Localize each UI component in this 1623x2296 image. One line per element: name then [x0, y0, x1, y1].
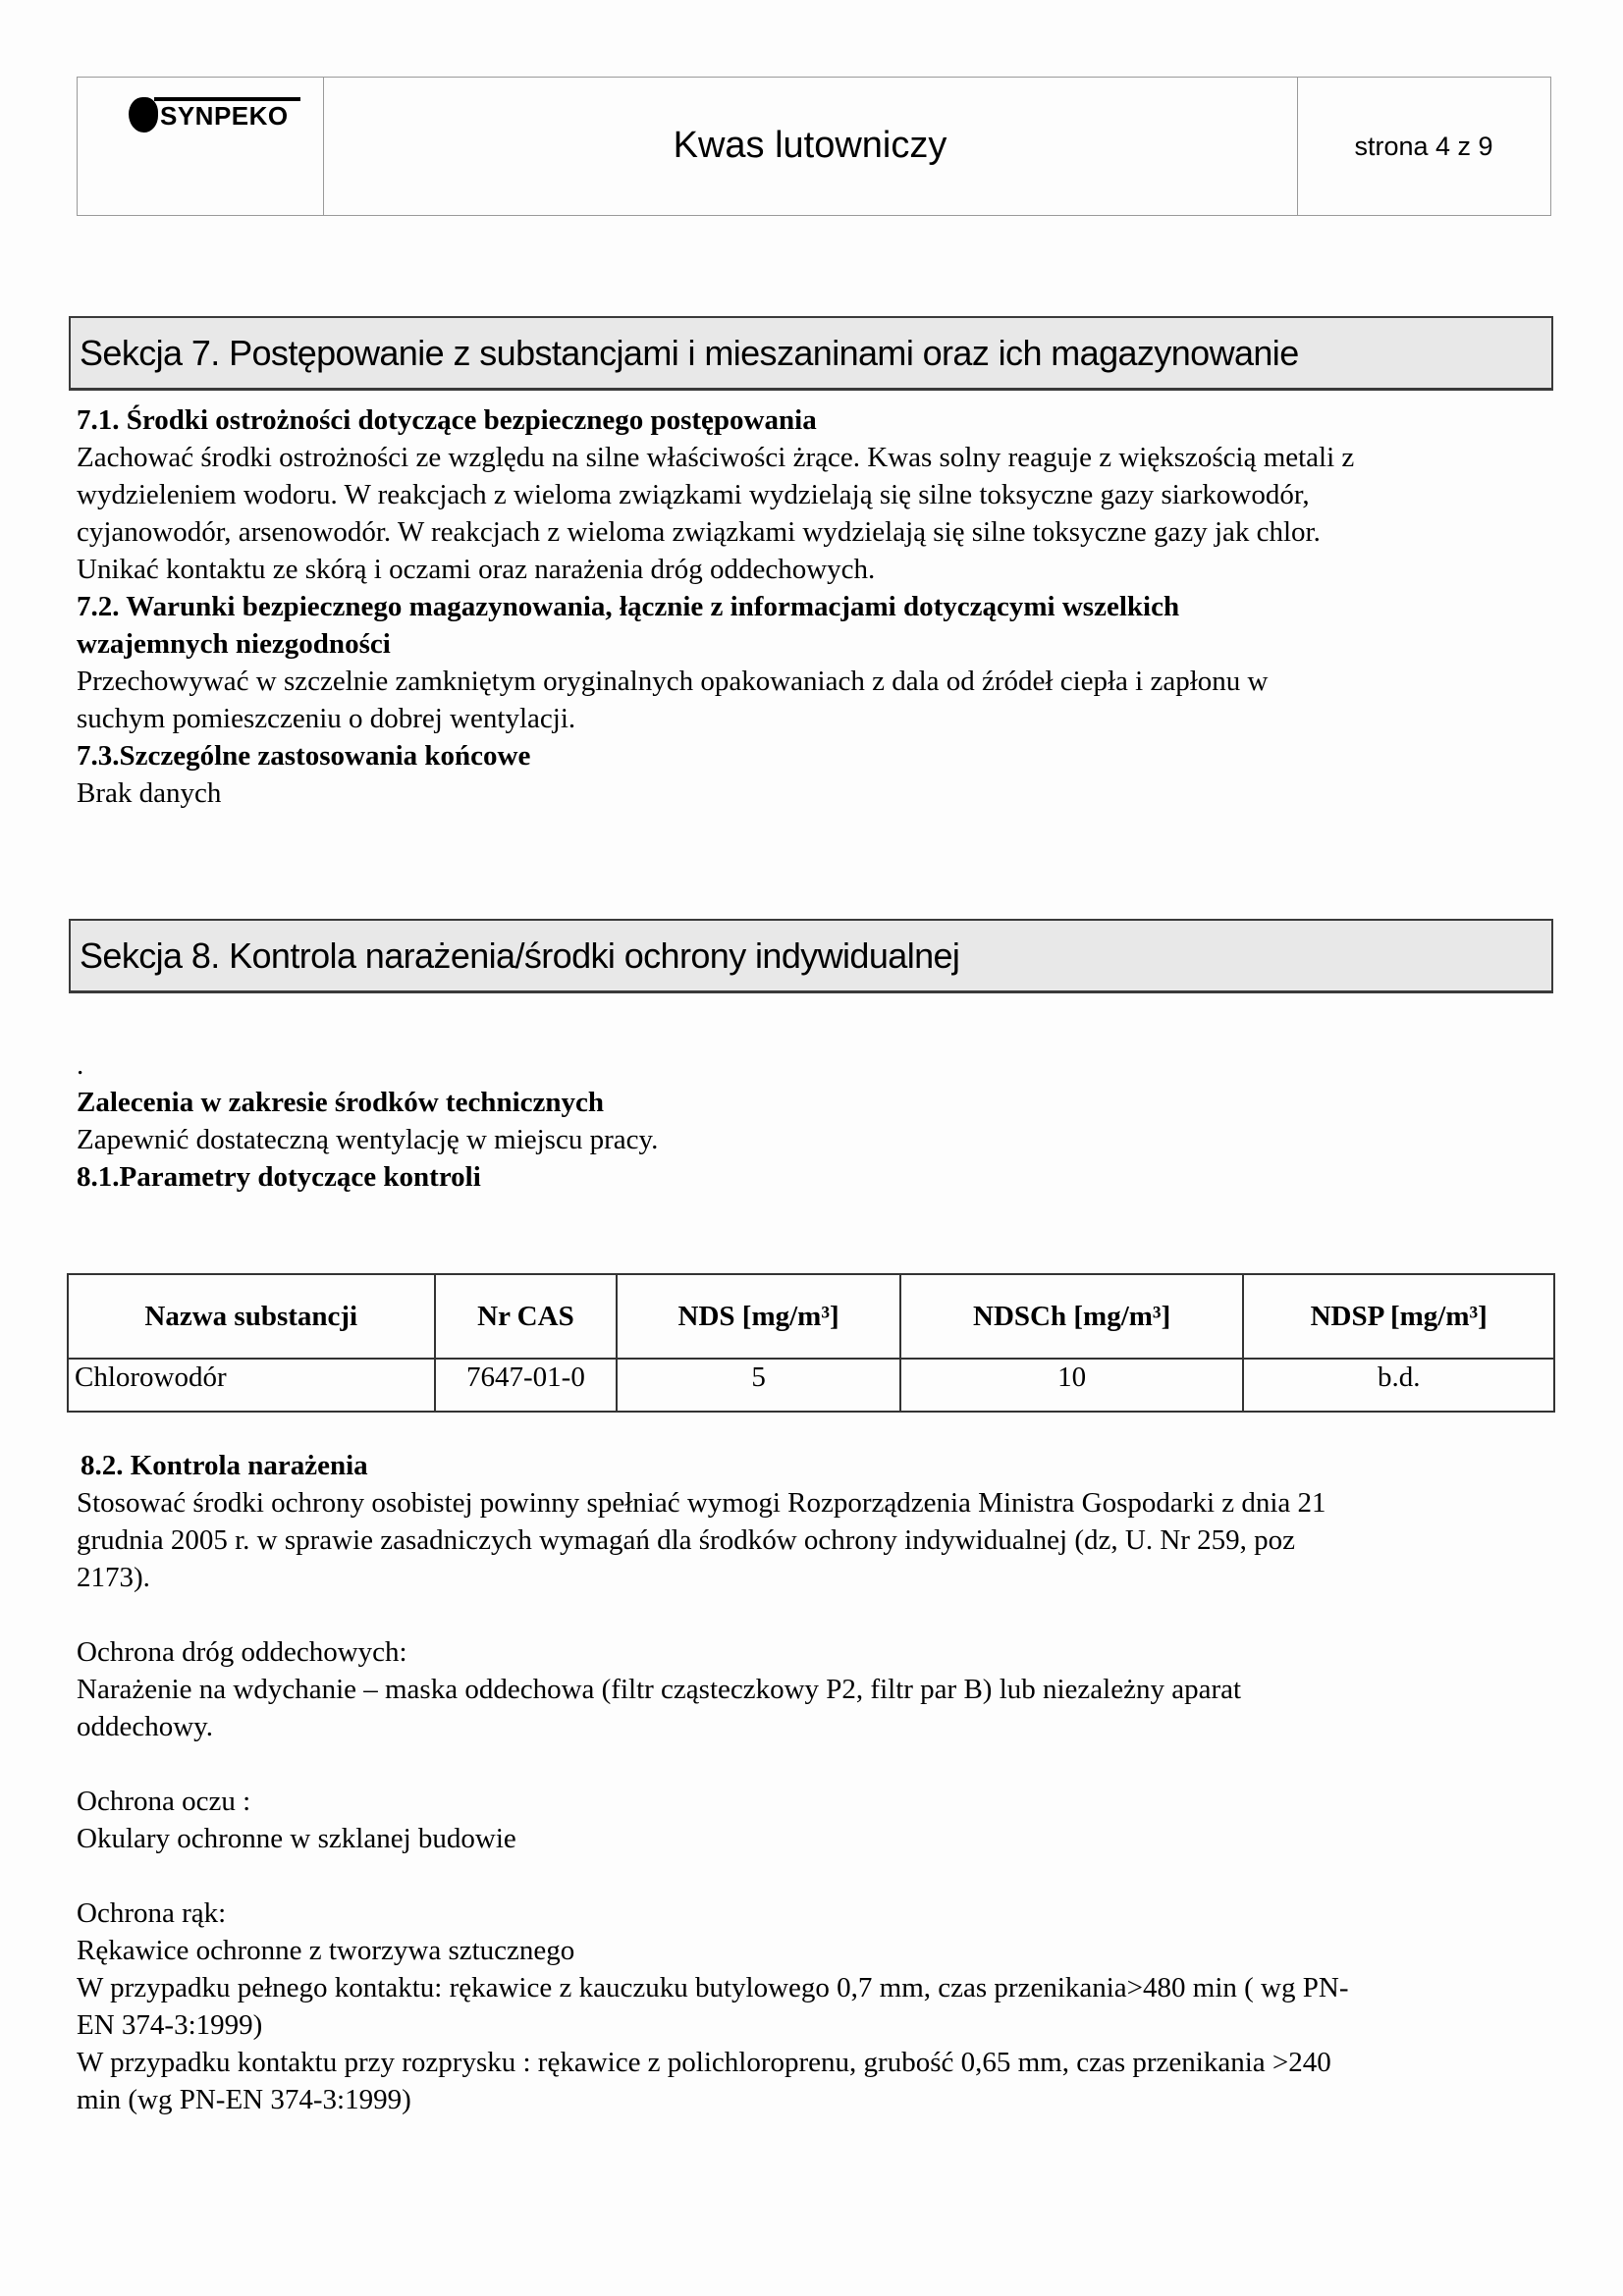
- paragraph-line: Stosować środki ochrony osobistej powinny spełniać wymogi Rozporządzenia Ministra Gospodarki z dnia 21: [77, 1487, 1326, 1519]
- logo-mark-icon: [129, 97, 158, 133]
- substance-name-cell: Chlorowodór: [68, 1359, 435, 1412]
- ndsp-cell: b.d.: [1243, 1359, 1554, 1412]
- paragraph-line: Okulary ochronne w szklanej budowie: [77, 1823, 516, 1854]
- technical-measures-heading: Zalecenia w zakresie środków technicznych: [77, 1087, 604, 1118]
- subsection-7-3-heading: 7.3.Szczególne zastosowania końcowe: [77, 740, 531, 772]
- paragraph-line: Przechowywać w szczelnie zamkniętym oryginalnych opakowaniach z dala od źródeł ciepła i zapłonu w: [77, 666, 1269, 697]
- paragraph-line: Rękawice ochronne z tworzywa sztucznego: [77, 1935, 575, 1966]
- subsection-7-1-heading: 7.1. Środki ostrożności dotyczące bezpiecznego postępowania: [77, 404, 817, 436]
- paragraph-line: W przypadku kontaktu przy rozprysku : rękawice z polichloroprenu, grubość 0,65 mm, czas przenikania >240: [77, 2047, 1331, 2078]
- column-header: NDSP [mg/m³]: [1243, 1274, 1554, 1359]
- company-logo: [129, 97, 305, 133]
- paragraph-line: Zapewnić dostateczną wentylację w miejscu pracy.: [77, 1124, 659, 1155]
- stray-dot: .: [77, 1049, 84, 1081]
- hand-protection-label: Ochrona rąk:: [77, 1897, 227, 1929]
- cas-number-cell: 7647-01-0: [435, 1359, 618, 1412]
- subsection-8-1-heading: 8.1.Parametry dotyczące kontroli: [77, 1161, 481, 1193]
- table-row: [68, 1359, 1554, 1412]
- section-7-title: Sekcja 7. Postępowanie z substancjami i mieszaninami oraz ich magazynowanie: [80, 333, 1299, 373]
- page-cell: [1297, 78, 1550, 215]
- respiratory-protection-label: Ochrona dróg oddechowych:: [77, 1636, 407, 1668]
- nds-cell: 5: [617, 1359, 900, 1412]
- paragraph-line: grudnia 2005 r. w sprawie zasadniczych wymagań dla środków ochrony indywidualnej (dz, U. Nr 259, poz: [77, 1524, 1296, 1556]
- table-header-row: [68, 1274, 1554, 1359]
- paragraph-line: cyjanowodór, arsenowodór. W reakcjach z wieloma związkami wydzielają się silne toksyczne gazy jak chlor.: [77, 516, 1321, 548]
- subsection-8-2-heading: 8.2. Kontrola narażenia: [81, 1450, 368, 1481]
- subsection-7-2-heading-cont: wzajemnych niezgodności: [77, 628, 391, 660]
- section-8-header: [69, 919, 1553, 993]
- column-header: NDSCh [mg/m³]: [900, 1274, 1243, 1359]
- column-header: Nazwa substancji: [68, 1274, 435, 1359]
- eye-protection-label: Ochrona oczu :: [77, 1786, 251, 1817]
- section-7-header: [69, 316, 1553, 391]
- column-header: NDS [mg/m³]: [617, 1274, 900, 1359]
- subsection-7-2-heading: 7.2. Warunki bezpiecznego magazynowania, łącznie z informacjami dotyczącymi wszelkich: [77, 591, 1180, 622]
- title-cell: [323, 78, 1298, 215]
- paragraph-line: Brak danych: [77, 777, 222, 809]
- paragraph-line: oddechowy.: [77, 1711, 214, 1742]
- paragraph-line: Zachować środki ostrożności ze względu na silne właściwości żrące. Kwas solny reaguje z większością metali z: [77, 442, 1355, 473]
- paragraph-line: suchym pomieszczeniu o dobrej wentylacji.: [77, 703, 576, 734]
- paragraph-line: 2173).: [77, 1562, 150, 1593]
- logo-cell: [78, 78, 324, 215]
- paragraph-line: EN 374-3:1999): [77, 2009, 263, 2041]
- paragraph-line: wydzieleniem wodoru. W reakcjach z wieloma związkami wydzielają się silne toksyczne gazy siarkowodór,: [77, 479, 1310, 510]
- column-header: Nr CAS: [435, 1274, 618, 1359]
- page-indicator: strona 4 z 9: [1354, 132, 1493, 161]
- document-title: Kwas lutowniczy: [673, 125, 947, 166]
- section-8-title: Sekcja 8. Kontrola narażenia/środki ochrony indywidualnej: [80, 935, 960, 976]
- logo-text: SYNPEKO: [160, 101, 289, 131]
- exposure-limits-table: [67, 1273, 1555, 1413]
- paragraph-line: W przypadku pełnego kontaktu: rękawice z kauczuku butylowego 0,7 mm, czas przenikania>480 min ( wg PN-: [77, 1972, 1349, 2003]
- paragraph-line: min (wg PN-EN 374-3:1999): [77, 2084, 411, 2115]
- page-header: [77, 77, 1551, 216]
- paragraph-line: Narażenie na wdychanie – maska oddechowa (filtr cząsteczkowy P2, filtr par B) lub niezależny aparat: [77, 1674, 1242, 1705]
- ndsch-cell: 10: [900, 1359, 1243, 1412]
- paragraph-line: Unikać kontaktu ze skórą i oczami oraz narażenia dróg oddechowych.: [77, 554, 876, 585]
